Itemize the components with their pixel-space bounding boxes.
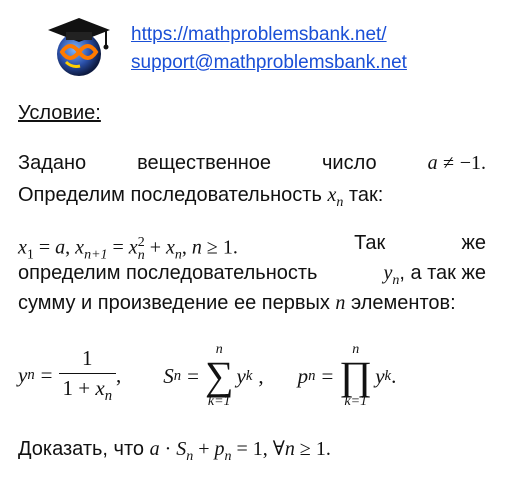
- sn-definition: S n = n ∑ k=1 y k ,: [163, 342, 264, 409]
- yn-definition: y n = $\frac{1}{1 + x_n}$ ,: [18, 346, 122, 405]
- para1-line1: [18, 148, 486, 178]
- pn-definition: p n = n ∏ k=1 y k .: [297, 342, 397, 409]
- yn-fraction: $\frac{1}{1 + x_n}$: [59, 346, 117, 405]
- a-neq-minus-one: a ≠ −1.: [427, 152, 486, 174]
- word-number: число: [322, 152, 377, 174]
- condition-title: Условие:: [18, 102, 101, 124]
- site-link[interactable]: https://mathproblemsbank.net/: [131, 24, 387, 45]
- word-real: вещественное: [137, 152, 272, 174]
- graduation-cap-globe-icon: [46, 14, 112, 78]
- product-operator: n ∏ k=1: [339, 342, 373, 409]
- word-given: Задано: [18, 152, 87, 174]
- recurrence-formula: $x_1 = a$, $x_{n+1} = x_n^2 + x_n$, n ≥ 1.: [18, 235, 238, 263]
- para2-line2: сумму и произведение ее первых n элементов:: [18, 292, 456, 314]
- display-formula: [18, 336, 396, 416]
- sum-operator: n ∑ k=1: [204, 342, 234, 409]
- word-tak: Так: [354, 232, 386, 254]
- para2-line1: определим последовательность $y_n$, а так же: [18, 262, 486, 288]
- email-link[interactable]: support@mathproblemsbank.net: [131, 52, 407, 73]
- logo: [46, 14, 112, 78]
- prove-line: Доказать, что $a \cdot S_n + p_n = 1$, ∀n ≥ 1.: [18, 438, 331, 464]
- para1-line2: Определим последовательность $x_n$ так:: [18, 184, 384, 210]
- word-zhe: же: [461, 232, 486, 254]
